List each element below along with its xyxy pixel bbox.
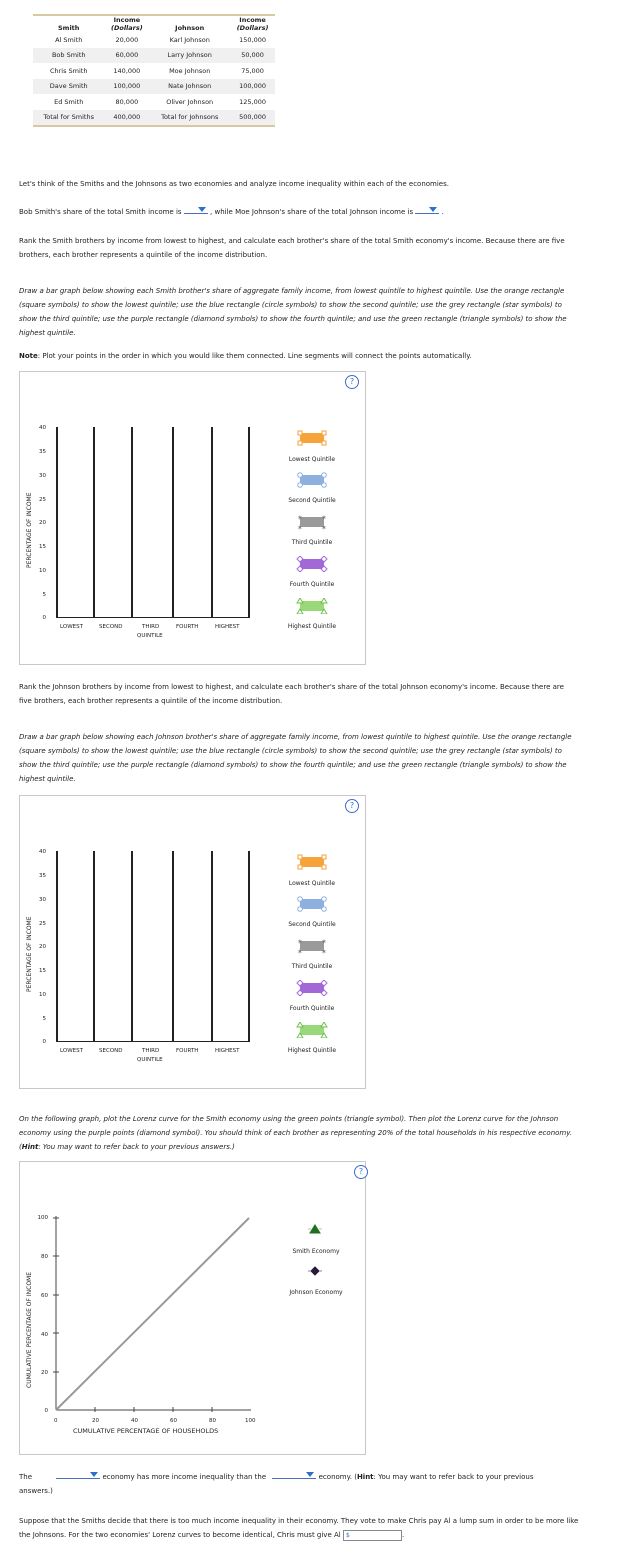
table-row: Dave Smith 100,000 Nate Johnson 100,000: [33, 79, 275, 95]
legend-lowest: Lowest Quintile: [288, 880, 336, 887]
note-text: Note: Plot your points in the order in which you would like them connected. Line segments will connect the points automatically.: [19, 352, 472, 360]
x-tick-20: 20: [92, 1418, 99, 1424]
blue-circle-tool-icon[interactable]: [296, 472, 328, 488]
lorenz-chart-panel[interactable]: ? CUMULATIVE PERCENTAGE OF INCOME 100 80 60 40 20 0 0 20 40 60 80 100 CUMULATIVE PERCENTAGE OF HOUSEHOLDS Smith Economy Johnson Economy: [19, 1161, 366, 1455]
x-tick-second: SECOND: [99, 624, 123, 630]
table-total-row: Total for Smiths 400,000 Total for Johnsons 500,000: [33, 110, 275, 126]
legend-highest: Highest Quintile: [287, 1047, 337, 1054]
x-axis-label: QUINTILE: [137, 1057, 163, 1063]
bar-divider: [56, 851, 58, 1042]
table-row: Ed Smith 80,000 Oliver Johnson 125,000: [54, 97, 267, 106]
bar-divider: [211, 851, 213, 1042]
svg-text:✶: ✶: [297, 948, 303, 954]
grey-star-tool-icon[interactable]: [296, 514, 328, 530]
x-tick-40: 40: [131, 1418, 138, 1424]
help-icon[interactable]: ?: [354, 1165, 368, 1179]
green-triangle-tool-icon[interactable]: [308, 1224, 322, 1234]
legend-third: Third Quintile: [291, 539, 333, 546]
table-row: Chris Smith 140,000 Moe Johnson 75,000: [49, 66, 264, 75]
axis-ticks: [53, 1218, 212, 1412]
x-tick-highest: HIGHEST: [215, 624, 240, 630]
x-tick-fourth: FOURTH: [176, 624, 199, 630]
x-tick-lowest: LOWEST: [60, 1048, 83, 1054]
economy-more-inequality-dropdown[interactable]: [56, 1470, 100, 1479]
purple-diamond-tool-icon[interactable]: [296, 980, 328, 996]
x-tick-second: SECOND: [99, 1048, 123, 1054]
green-triangle-tool-icon[interactable]: [296, 598, 328, 614]
svg-text:✶: ✶: [321, 938, 327, 946]
svg-text:✶: ✶: [297, 524, 303, 530]
johnson-bar-chart-panel[interactable]: ? PERCENTAGE OF INCOME 40 35 30 25 20 15 10 5 0 LOWEST SECOND THIRD FOURTH HIGHEST QUINTILE Lowest Quintile Second Quintile ✶ ✶ ✶ ✶ Third Quintile Fourth Quintile Highest Quintile: [19, 795, 366, 1089]
legend-third: Third Quintile: [291, 963, 333, 970]
y-axis-label: CUMULATIVE PERCENTAGE OF INCOME: [26, 1271, 33, 1388]
bar-divider: [131, 851, 133, 1042]
legend-johnson-economy: Johnson Economy: [289, 1289, 343, 1296]
th-smith-income: Income (Dollars): [110, 16, 143, 32]
x-tick-fourth: FOURTH: [176, 1048, 199, 1054]
lump-sum-question: Suppose that the Smiths decide that there is too much income inequality in their economy. They vote to make Chris pay Al a lump sum in order to be more like the Johnsons. For the two economies' Lorenz curves to become identical, Chris must give Al $ .: [19, 1517, 579, 1539]
svg-text:✶: ✶: [297, 938, 303, 946]
inequality-question: The economy has more income inequality than the economy. (Hint: You may want to refer back to your previous answers.): [19, 1470, 579, 1498]
income-table: [33, 14, 275, 127]
moe-share-dropdown[interactable]: [415, 205, 439, 214]
purple-diamond-tool-icon[interactable]: [308, 1266, 322, 1276]
bob-share-dropdown[interactable]: [184, 205, 208, 214]
rank-johnson-text: Rank the Johnson brothers by income from lowest to highest, and calculate each brother's share of the total Johnson economy's income. Because there are five brothers, each brother represents a quintile of the income distribution.: [19, 683, 564, 705]
svg-text:✶: ✶: [321, 524, 327, 530]
orange-square-tool-icon[interactable]: [296, 854, 328, 870]
bar-divider: [248, 427, 250, 618]
th-johnson-income: Income (Dollars): [236, 16, 269, 32]
y-axis-label: PERCENTAGE OF INCOME: [26, 492, 33, 568]
rank-smith-text: Rank the Smith brothers by income from lowest to highest, and calculate each brother's share of the total Smith economy's income. Because there are five brothers, each brother represents a quintile of the income distribution.: [19, 237, 565, 259]
table-row: Bob Smith 60,000 Larry Johnson 50,000: [33, 48, 275, 64]
line-of-equality: [56, 1218, 249, 1410]
bar-divider: [248, 851, 250, 1042]
x-tick-60: 60: [170, 1418, 177, 1424]
x-axis-label: QUINTILE: [137, 633, 163, 639]
blue-circle-tool-icon[interactable]: [296, 896, 328, 912]
bar-divider: [93, 851, 95, 1042]
bar-divider: [93, 427, 95, 618]
bar-divider: [211, 427, 213, 618]
x-axis: [56, 1041, 250, 1042]
legend-second: Second Quintile: [288, 921, 336, 928]
purple-diamond-tool-icon[interactable]: [296, 556, 328, 572]
x-tick-lowest: LOWEST: [60, 624, 83, 630]
economy-less-inequality-dropdown[interactable]: [272, 1470, 316, 1479]
x-tick-100: 100: [245, 1418, 256, 1424]
help-icon[interactable]: ?: [345, 375, 359, 389]
lorenz-instructions: On the following graph, plot the Lorenz curve for the Smith economy using the green points (triangle symbol). Then plot the Lorenz curve for the Johnson economy using the purple points (diamond symbol). You should think of each brother as representing 20% of the total households in his respective economy. (Hint: You may want to refer back to your previous answers.): [19, 1115, 573, 1151]
x-tick-80: 80: [209, 1418, 216, 1424]
legend-second: Second Quintile: [288, 497, 336, 504]
svg-text:✶: ✶: [297, 514, 303, 522]
bar-divider: [131, 427, 133, 618]
legend-smith-economy: Smith Economy: [292, 1248, 340, 1255]
legend-lowest: Lowest Quintile: [288, 456, 336, 463]
bar-divider: [172, 851, 174, 1042]
table-row: Al Smith 20,000 Karl Johnson 150,000: [55, 35, 267, 44]
y-axis-label: PERCENTAGE OF INCOME: [26, 916, 33, 992]
bar-divider: [172, 427, 174, 618]
x-tick-0: 0: [54, 1418, 58, 1424]
draw-smith-text: Draw a bar graph below showing each Smith brother's share of aggregate family income, from lowest quintile to highest quintile. Use the orange rectangle (square symbols) to show the lowest quintile; use the blue rectangle (circle symbols) to show the second quintile; use the grey rectangle (star symbols) to show the third quintile; use the purple rectangle (diamond symbols) to show the fourth quintile; and use the green rectangle (triangle symbols) to show the highest quintile.: [19, 287, 567, 337]
th-johnson: Johnson: [175, 24, 205, 32]
legend-fourth: Fourth Quintile: [289, 1005, 335, 1012]
bar-divider: [56, 427, 58, 618]
x-tick-third: THIRD: [142, 1048, 160, 1054]
intro-text: Let's think of the Smiths and the Johnsons as two economies and analyze income inequality within each of the economies.: [19, 180, 449, 188]
lorenz-plot-area[interactable]: [53, 1216, 253, 1412]
x-axis: [56, 617, 250, 618]
help-icon[interactable]: ?: [345, 799, 359, 813]
smith-bar-chart-panel[interactable]: ? PERCENTAGE OF INCOME 40 35 30 25 20 15 10 5 0 LOWEST SECOND THIRD FOURTH HIGHEST QUINTILE Lowest Quintile Second Quintile ✶ ✶ ✶ ✶ Third Quintile Fourth Quintile Highest Quintile: [19, 371, 366, 665]
x-tick-third: THIRD: [142, 624, 160, 630]
draw-johnson-text: Draw a bar graph below showing each Johnson brother's share of aggregate family income, from lowest quintile to highest quintile. Use the orange rectangle (square symbols) to show the lowest quintile; use the blue rectangle (circle symbols) to show the second quintile; use the grey rectangle (star symbols) to show the third quintile; use the purple rectangle (diamond symbols) to show the fourth quintile; and use the green rectangle (triangle symbols) to show the highest quintile.: [19, 733, 572, 783]
legend-fourth: Fourth Quintile: [289, 581, 335, 588]
share-question: Bob Smith's share of the total Smith income is , while Moe Johnson's share of the total Johnson income is .: [19, 205, 579, 219]
svg-text:✶: ✶: [321, 948, 327, 954]
x-tick-highest: HIGHEST: [215, 1048, 240, 1054]
green-triangle-tool-icon[interactable]: [296, 1022, 328, 1038]
x-axis-label: CUMULATIVE PERCENTAGE OF HOUSEHOLDS: [73, 1427, 219, 1435]
th-smith: Smith: [58, 24, 80, 32]
orange-square-tool-icon[interactable]: [296, 430, 328, 446]
svg-text:✶: ✶: [321, 514, 327, 522]
grey-star-tool-icon[interactable]: [296, 938, 328, 954]
lump-sum-input[interactable]: $: [343, 1530, 402, 1541]
legend-highest: Highest Quintile: [287, 623, 337, 630]
